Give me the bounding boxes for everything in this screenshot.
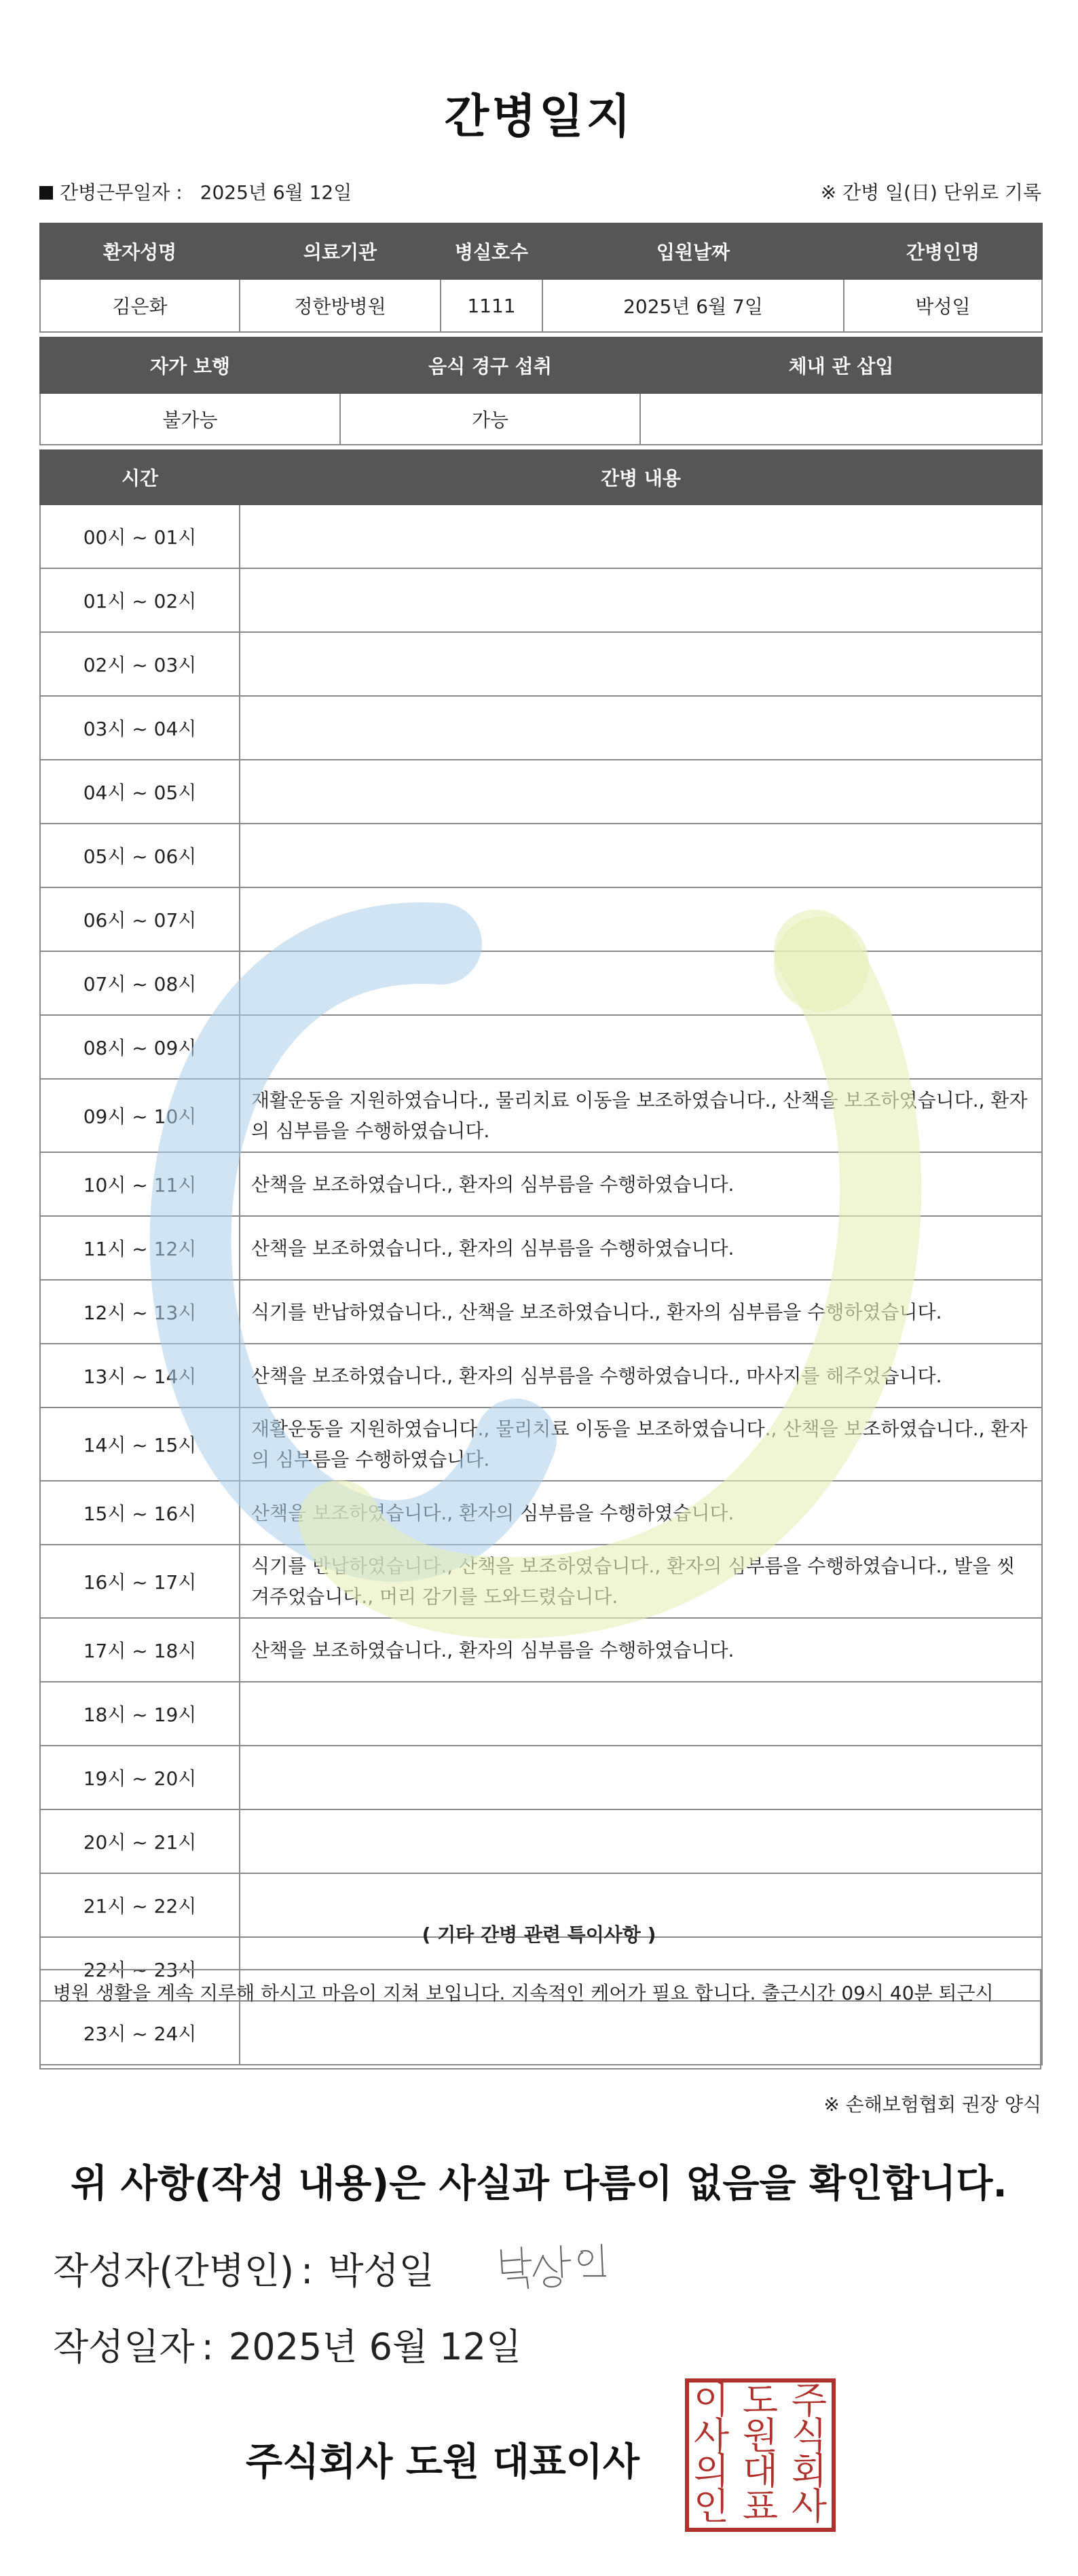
care-content: 산책을 보조하였습니다., 환자의 심부름을 수행하였습니다.: [240, 1216, 1042, 1280]
seal-char: 주: [791, 2379, 828, 2422]
writer-line: [53, 2242, 434, 2294]
care-time: 19시 ~ 20시: [40, 1746, 240, 1809]
care-content: 재활운동을 지원하였습니다., 물리치료 이동을 보조하였습니다., 산책을 보조하였습니다., 환자의 심부름을 수행하였습니다.: [240, 1407, 1042, 1481]
seal-char: 대: [742, 2450, 779, 2492]
care-time: 12시 ~ 13시: [40, 1280, 240, 1344]
care-row: [40, 568, 1042, 632]
care-log-table: [39, 449, 1043, 2065]
work-date-label: 간병근무일자 :: [60, 181, 183, 204]
care-content: [240, 1809, 1042, 1873]
walking-status: 불가능: [40, 393, 340, 445]
care-row: [40, 1152, 1042, 1216]
oral-intake-status: 가능: [340, 393, 640, 445]
seal-char: 사: [791, 2485, 828, 2528]
care-row: [40, 1545, 1042, 1618]
notes-title: ( 기타 간병 관련 특이사항 ): [422, 1924, 656, 1946]
care-time: 18시 ~ 19시: [40, 1682, 240, 1746]
seal-char: 사: [693, 2414, 730, 2457]
care-content: [240, 1015, 1042, 1079]
confirmation-statement: 위 사항(작성 내용)은 사실과 다름이 없음을 확인합니다.: [71, 2162, 1007, 2206]
seal-char: 식: [791, 2414, 828, 2457]
care-row: [40, 1216, 1042, 1280]
care-time: 00시 ~ 01시: [40, 504, 240, 568]
care-time: 10시 ~ 11시: [40, 1152, 240, 1216]
seal-char: 의: [693, 2450, 730, 2492]
care-content: [240, 696, 1042, 760]
header-tube: 체내 관 삽입: [640, 337, 1042, 393]
seal-char: 도: [742, 2379, 779, 2422]
care-time: 11시 ~ 12시: [40, 1216, 240, 1280]
header-hospital: 의료기관: [240, 223, 441, 279]
care-content: [240, 760, 1042, 824]
care-row: [40, 887, 1042, 951]
care-time: 16시 ~ 17시: [40, 1545, 240, 1618]
care-time: 20시 ~ 21시: [40, 1809, 240, 1873]
write-date-line: [53, 2318, 521, 2370]
form-note: ※ 손해보험협회 권장 양식: [823, 2093, 1041, 2116]
writer-name: 박성일: [328, 2249, 434, 2292]
care-time: 07시 ~ 08시: [40, 951, 240, 1015]
care-content: [240, 887, 1042, 951]
seal-char: 원: [742, 2414, 779, 2457]
care-content: [240, 632, 1042, 696]
care-row: [40, 1280, 1042, 1344]
seal-char: 표: [742, 2485, 779, 2528]
care-content: 재활운동을 지원하였습니다., 물리치료 이동을 보조하였습니다., 산책을 보조하였습니다., 환자의 심부름을 수행하였습니다.: [240, 1079, 1042, 1152]
work-date-value: 2025년 6월 12일: [200, 181, 352, 204]
care-log-body: [40, 504, 1042, 2065]
company-representative: 주식회사 도원 대표이사: [246, 2440, 639, 2484]
care-time: 08시 ~ 09시: [40, 1015, 240, 1079]
meta-row: [39, 178, 1041, 212]
hospital-name: 정한방병원: [240, 279, 441, 332]
care-row: [40, 632, 1042, 696]
care-row: [40, 1344, 1042, 1407]
seal-char: 이: [693, 2379, 730, 2422]
care-time: 15시 ~ 16시: [40, 1481, 240, 1545]
care-row: [40, 1481, 1042, 1545]
care-time: 03시 ~ 04시: [40, 696, 240, 760]
square-bullet-icon: [39, 186, 53, 200]
care-content: [240, 1682, 1042, 1746]
patient-name: 김은화: [40, 279, 240, 332]
care-row: [40, 696, 1042, 760]
company-seal: [684, 2378, 836, 2533]
care-content: 산책을 보조하였습니다., 환자의 심부름을 수행하였습니다.: [240, 1618, 1042, 1682]
write-date-label: 작성일자: [53, 2325, 195, 2368]
care-time: 14시 ~ 15시: [40, 1407, 240, 1481]
seal-char: 인: [693, 2485, 730, 2528]
admission-date: 2025년 6월 7일: [542, 279, 844, 332]
care-row: [40, 824, 1042, 887]
care-row: [40, 951, 1042, 1015]
header-care-content: 간병 내용: [240, 450, 1042, 504]
care-row: [40, 1079, 1042, 1152]
care-time: 17시 ~ 18시: [40, 1618, 240, 1682]
care-content: 식기를 반납하였습니다., 산책을 보조하였습니다., 환자의 심부름을 수행하였습니다., 발을 씻겨주었습니다., 머리 감기를 도와드렸습니다.: [240, 1545, 1042, 1618]
care-row: [40, 1015, 1042, 1079]
writer-separator: :: [301, 2249, 314, 2292]
seal-char: 회: [791, 2450, 828, 2492]
patient-status-table: [39, 337, 1043, 445]
care-time: 06시 ~ 07시: [40, 887, 240, 951]
care-time: 22시 ~ 23시: [40, 1937, 240, 2001]
care-time: 21시 ~ 22시: [40, 1873, 240, 1937]
care-content: 산책을 보조하였습니다., 환자의 심부름을 수행하였습니다.: [240, 1152, 1042, 1216]
care-row: [40, 1682, 1042, 1746]
writer-label: 작성자(간병인): [53, 2249, 295, 2292]
care-row: [40, 760, 1042, 824]
care-time: 13시 ~ 14시: [40, 1344, 240, 1407]
tube-status: [640, 393, 1042, 445]
record-note: ※ 간병 일(日) 단위로 기록: [820, 181, 1041, 204]
care-time: 09시 ~ 10시: [40, 1079, 240, 1152]
caregiver-name: 박성일: [844, 279, 1042, 332]
care-content: [240, 951, 1042, 1015]
notes-box: 병원 생활을 계속 지루해 하시고 마음이 지쳐 보입니다. 지속적인 케어가 필요 합니다. 출근시간 09시 40분 퇴근시: [39, 1969, 1041, 2069]
care-content: 산책을 보조하였습니다., 환자의 심부름을 수행하였습니다.: [240, 1481, 1042, 1545]
header-room: 병실호수: [441, 223, 542, 279]
header-caregiver: 간병인명: [844, 223, 1042, 279]
header-time: 시간: [40, 450, 240, 504]
page-title: 간병일지: [444, 90, 634, 144]
care-content: 산책을 보조하였습니다., 환자의 심부름을 수행하였습니다., 마사지를 해주었습니다.: [240, 1344, 1042, 1407]
care-content: [240, 504, 1042, 568]
care-content: [240, 568, 1042, 632]
care-row: [40, 1809, 1042, 1873]
handwritten-signature: [494, 2238, 623, 2292]
care-time: 23시 ~ 24시: [40, 2001, 240, 2065]
work-date: [39, 178, 352, 205]
header-oral-intake: 음식 경구 섭취: [340, 337, 640, 393]
care-row: [40, 1618, 1042, 1682]
header-patient-name: 환자성명: [40, 223, 240, 279]
care-content: [240, 1746, 1042, 1809]
room-number: 1111: [441, 279, 542, 332]
care-time: 02시 ~ 03시: [40, 632, 240, 696]
care-time: 04시 ~ 05시: [40, 760, 240, 824]
header-admission-date: 입원날짜: [542, 223, 844, 279]
header-walking: 자가 보행: [40, 337, 340, 393]
care-time: 05시 ~ 06시: [40, 824, 240, 887]
write-date-value: 2025년 6월 12일: [228, 2325, 522, 2368]
write-date-separator: :: [201, 2325, 214, 2368]
care-row: [40, 504, 1042, 568]
care-content: [240, 824, 1042, 887]
care-content: 식기를 반납하였습니다., 산책을 보조하였습니다., 환자의 심부름을 수행하였습니다.: [240, 1280, 1042, 1344]
care-row: [40, 1746, 1042, 1809]
care-row: [40, 1407, 1042, 1481]
care-time: 01시 ~ 02시: [40, 568, 240, 632]
patient-info-table: [39, 223, 1043, 333]
